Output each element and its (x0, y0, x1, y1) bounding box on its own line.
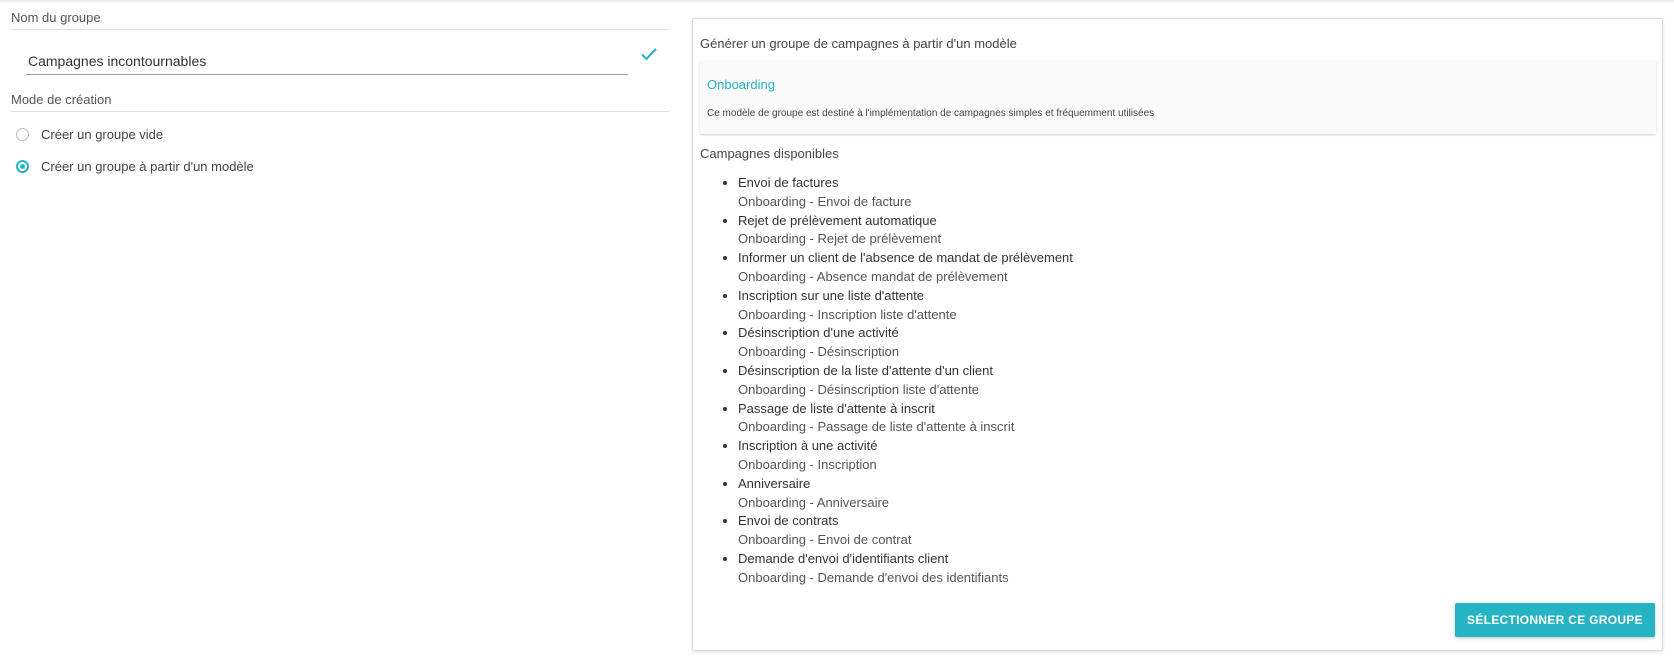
campaign-subtitle: Onboarding - Envoi de facture (738, 193, 912, 209)
list-item (738, 287, 1073, 325)
campaign-subtitle: Onboarding - Inscription (738, 456, 877, 472)
list-item (738, 400, 1073, 438)
campaign-subtitle: Onboarding - Rejet de prélèvement (738, 231, 942, 247)
top-shadow (0, 0, 1674, 3)
list-item (738, 362, 1073, 400)
panel-title: Générer un groupe de campagnes à partir d'un modèle (700, 36, 1017, 51)
list-item (738, 475, 1073, 513)
list-item (738, 512, 1073, 550)
campaign-subtitle: Onboarding - Passage de liste d'attente à inscrit (738, 419, 1015, 435)
campaign-subtitle: Onboarding - Désinscription (738, 344, 900, 360)
group-name-label: Nom du groupe (11, 10, 669, 30)
template-description: Ce modèle de groupe est destiné à l'implémentation de campagnes simples et fréquemment utilisées (707, 108, 1155, 119)
radio-option-from-template[interactable] (16, 150, 669, 182)
campaign-subtitle: Onboarding - Anniversaire (738, 494, 890, 510)
campaign-title: Envoi de factures (738, 175, 839, 190)
template-name: Onboarding (707, 77, 775, 92)
campaign-title: Inscription à une activité (738, 438, 878, 454)
campaign-title: Rejet de prélèvement automatique (738, 212, 937, 228)
creation-mode-label: Mode de création (11, 92, 669, 112)
group-settings (11, 10, 669, 182)
campaign-title: Inscription sur une liste d'attente (738, 287, 925, 303)
list-item (738, 437, 1073, 475)
campaign-subtitle: Onboarding - Inscription liste d'attente (738, 306, 957, 322)
campaign-subtitle: Onboarding - Envoi de contrat (738, 532, 912, 548)
list-item (738, 550, 1073, 588)
campaign-title: Désinscription de la liste d'attente d'un client (738, 362, 993, 378)
radio-option-empty-group[interactable] (16, 118, 669, 150)
list-item (738, 174, 1073, 212)
radio-empty-icon[interactable] (16, 128, 29, 141)
radio-selected-icon[interactable] (16, 160, 29, 173)
list-item (738, 212, 1073, 250)
campaign-subtitle: Onboarding - Absence mandat de prélèvement (738, 268, 1008, 284)
campaign-list (715, 174, 1073, 588)
radio-option-label: Créer un groupe vide (41, 126, 164, 142)
campaign-title: Envoi de contrats (738, 513, 839, 529)
list-item (738, 249, 1073, 287)
list-item (738, 324, 1073, 362)
campaign-subtitle: Onboarding - Désinscription liste d'attente (738, 381, 979, 397)
group-name-row (11, 30, 669, 76)
template-card[interactable] (700, 61, 1656, 134)
campaign-title: Demande d'envoi d'identifiants client (738, 550, 949, 566)
group-name-input[interactable] (26, 50, 628, 75)
check-icon (639, 44, 659, 64)
template-panel (692, 18, 1663, 651)
campaign-title: Désinscription d'une activité (738, 325, 899, 341)
select-group-button[interactable]: SÉLECTIONNER CE GROUPE (1455, 603, 1655, 637)
campaign-title: Informer un client de l'absence de mandat de prélèvement (738, 250, 1073, 266)
available-campaigns-title: Campagnes disponibles (700, 146, 839, 161)
campaign-title: Anniversaire (738, 475, 811, 491)
radio-option-label: Créer un groupe à partir d'un modèle (41, 158, 254, 174)
campaign-subtitle: Onboarding - Demande d'envoi des identifiants (738, 569, 1009, 585)
campaign-title: Passage de liste d'attente à inscrit (738, 400, 935, 416)
